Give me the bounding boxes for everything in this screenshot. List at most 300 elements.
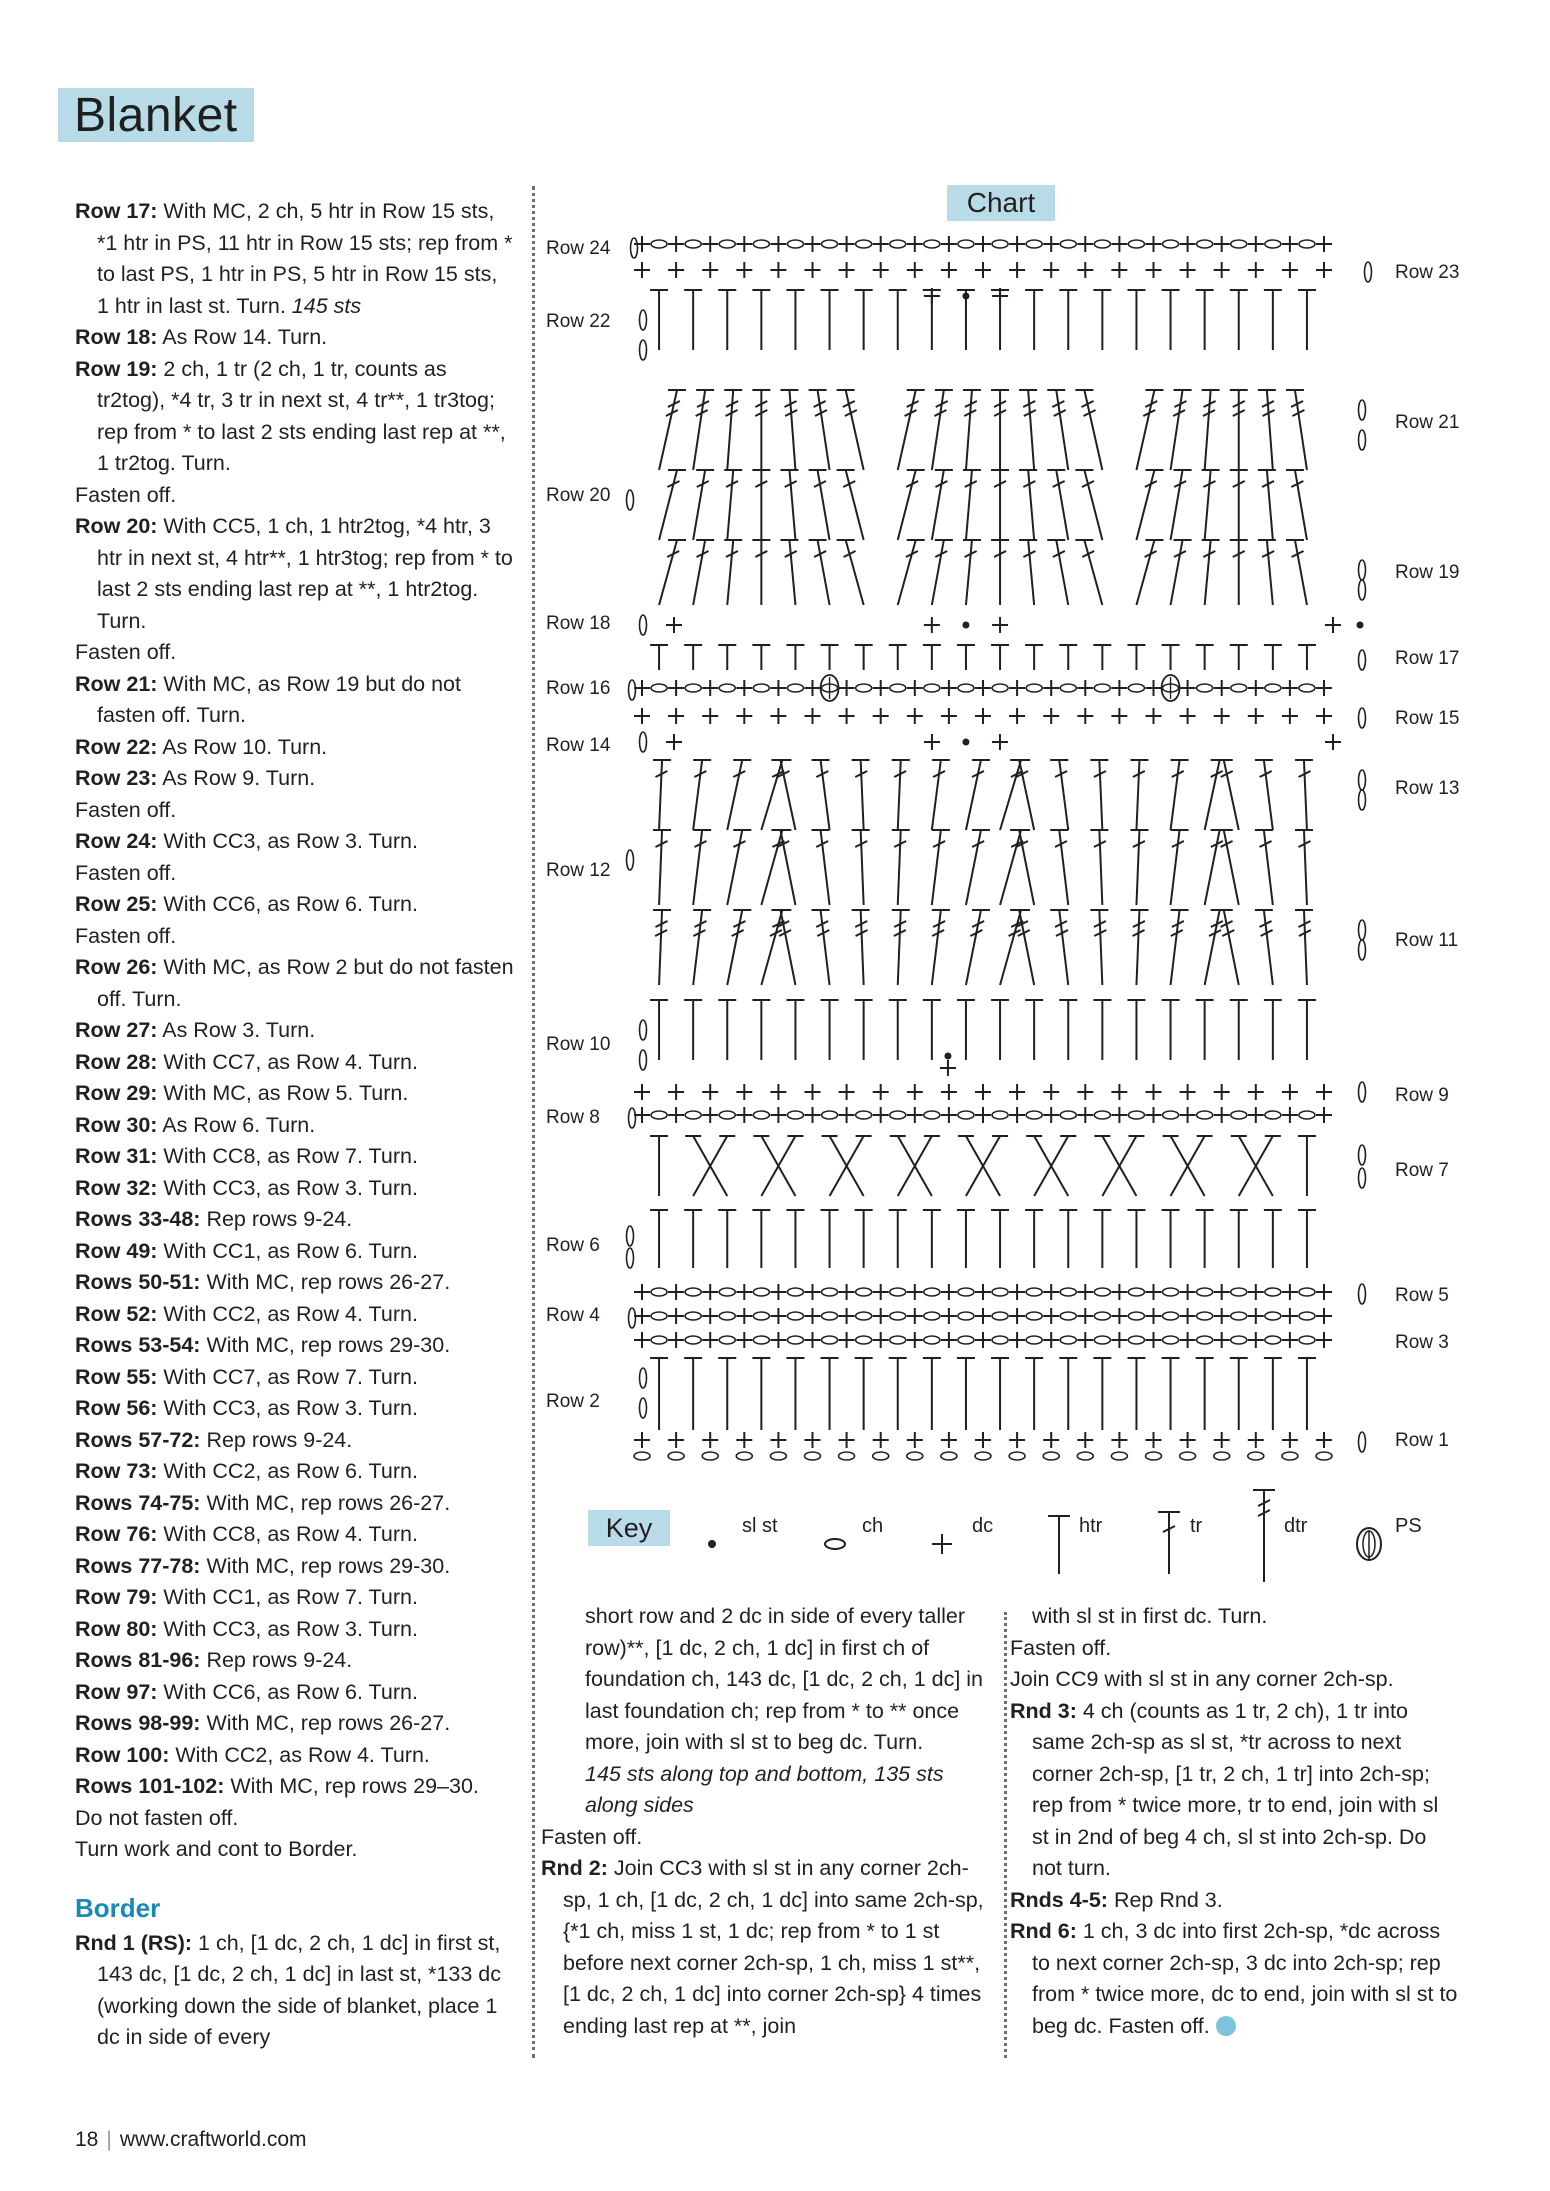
tall-stitch-symbol [1286, 470, 1307, 540]
turning-ch-symbol [627, 1248, 634, 1268]
dc-symbol [634, 1308, 650, 1324]
tall-stitch-symbol [1286, 390, 1307, 470]
tall-stitch-symbol [1298, 290, 1316, 350]
dc-symbol [1248, 1432, 1264, 1448]
ch-symbol [1026, 1312, 1042, 1320]
tall-stitch-symbol [1075, 390, 1102, 470]
ch-symbol [787, 1312, 803, 1320]
dc-symbol [839, 708, 855, 724]
instruction-row: Row 19: 2 ch, 1 tr (2 ch, 1 tr, counts as tr2tog), *4 tr, 3 tr in next st, 4 tr**, 1 tr3tog; rep from * to last 2 sts ending last rep at **, 1 tr2tog. Turn. [75, 356, 506, 475]
tall-stitch-symbol [653, 830, 671, 905]
tall-stitch-symbol [752, 645, 770, 670]
dc-symbol [975, 1308, 991, 1324]
instructions-column-2 [541, 1601, 986, 2042]
dc-symbol [805, 1084, 821, 1100]
tall-stitch-symbol [966, 760, 990, 830]
tall-stitch-symbol [1196, 290, 1214, 350]
tall-stitch-symbol [1127, 1000, 1145, 1060]
dc-symbol [668, 1084, 684, 1100]
cross-stitch-symbol [1163, 1136, 1213, 1196]
dc-symbol [940, 1060, 956, 1076]
dc-symbol [770, 1107, 786, 1123]
dc-symbol [1009, 1308, 1025, 1324]
tall-stitch-symbol [718, 1210, 736, 1268]
dc-symbol [1282, 1107, 1298, 1123]
dc-symbol [975, 262, 991, 278]
ch-symbol [924, 1288, 940, 1296]
tall-stitch-symbol [1230, 390, 1248, 470]
ch-symbol [719, 684, 735, 692]
key-label: Key [588, 1510, 670, 1546]
dc-symbol [805, 1284, 821, 1300]
ch-symbol [668, 1452, 684, 1460]
dc-symbol [668, 262, 684, 278]
slst-symbol [962, 739, 969, 746]
dc-symbol [1077, 262, 1093, 278]
tall-stitch-symbol [727, 760, 751, 830]
ch-symbol [941, 1452, 957, 1460]
tall-stitch-symbol [963, 540, 981, 605]
ch-symbol [890, 240, 906, 248]
ch-symbol [992, 1111, 1008, 1119]
turning-ch-symbol [640, 340, 647, 360]
ch-symbol [753, 1336, 769, 1344]
tall-stitch-symbol [1230, 1358, 1248, 1430]
dc-symbol [1248, 236, 1264, 252]
ch-symbol [702, 1452, 718, 1460]
dtr-icon [1245, 1482, 1285, 1582]
dc-symbol [1111, 708, 1127, 724]
ch-symbol [787, 1288, 803, 1296]
dc-symbol [1009, 1284, 1025, 1300]
dc-symbol [805, 1332, 821, 1348]
tall-stitch-symbol [923, 645, 941, 670]
key-item-label: htr [1079, 1515, 1103, 1537]
instruction-row: Fasten off. [75, 482, 177, 507]
dc-symbol [736, 1332, 752, 1348]
ch-symbol [1197, 1312, 1213, 1320]
tall-stitch-symbol [786, 645, 804, 670]
tall-stitch-symbol [963, 470, 981, 540]
dc-symbol [975, 680, 991, 696]
dc-symbol [1282, 1084, 1298, 1100]
dc-symbol [805, 236, 821, 252]
dc-symbol [941, 1308, 957, 1324]
row-label-left: Row 20 [546, 485, 611, 506]
tall-stitch-symbol [659, 540, 686, 605]
ch-symbol [753, 1111, 769, 1119]
cross-stitch-symbol [1026, 1136, 1076, 1196]
tall-stitch-symbol [650, 1210, 668, 1268]
row-label-right: Row 19 [1395, 562, 1460, 583]
tall-stitch-symbol [693, 540, 714, 605]
dc-symbol [941, 1084, 957, 1100]
dc-symbol [702, 680, 718, 696]
ch-symbol [1026, 1111, 1042, 1119]
dc-symbol [1009, 1332, 1025, 1348]
tall-stitch-symbol [889, 1210, 907, 1268]
tall-stitch-symbol [1025, 1210, 1043, 1268]
dc-symbol [1009, 708, 1025, 724]
dc-symbol [1180, 1332, 1196, 1348]
tall-stitch-symbol [932, 540, 953, 605]
tall-stitch-symbol [855, 1000, 873, 1060]
ch-symbol [1094, 1111, 1110, 1119]
dc-symbol [668, 1107, 684, 1123]
tall-stitch-symbol [923, 1000, 941, 1060]
instruction-row: Row 73: With CC2, as Row 6. Turn. [75, 1459, 418, 1483]
row-label-left: Row 2 [546, 1391, 600, 1412]
dc-symbol [873, 1332, 889, 1348]
turning-ch-symbol [631, 238, 638, 258]
instruction-row: Row 18: As Row 14. Turn. [75, 325, 328, 349]
ch-symbol [1231, 1111, 1247, 1119]
tall-stitch-symbol [650, 1136, 668, 1196]
dc-symbol [1316, 708, 1332, 724]
dc-symbol [1146, 1308, 1162, 1324]
tall-stitch-symbol [932, 470, 953, 540]
dc-symbol [839, 1432, 855, 1448]
dc-symbol [1316, 680, 1332, 696]
page-title: Blanket [58, 88, 254, 142]
ch-symbol [907, 1452, 923, 1460]
key-item-label: ch [862, 1515, 884, 1537]
dc-symbol [941, 1332, 957, 1348]
tall-stitch-symbol [1047, 540, 1068, 605]
ch-symbol [992, 1312, 1008, 1320]
ch-symbol [1128, 1312, 1144, 1320]
row-label-left: Row 22 [546, 311, 611, 332]
tall-stitch-symbol [727, 830, 751, 905]
ch-symbol [1299, 240, 1315, 248]
ch-symbol [753, 684, 769, 692]
dc-symbol [1043, 1332, 1059, 1348]
tall-stitch-symbol [1075, 540, 1102, 605]
ch-symbol [1026, 1336, 1042, 1344]
dc-symbol [702, 1084, 718, 1100]
turning-ch-symbol [1359, 770, 1366, 790]
dc-symbol [1077, 1432, 1093, 1448]
tall-stitch-symbol [1230, 290, 1248, 350]
ch-symbol [1299, 1336, 1315, 1344]
cross-stitch-symbol [753, 1136, 803, 1196]
tall-stitch-symbol [684, 290, 702, 350]
dc-symbol [770, 1308, 786, 1324]
dc-symbol [668, 1432, 684, 1448]
instruction-row: Turn work and cont to Border. [75, 1837, 358, 1861]
cross-stitch-symbol [958, 1136, 1008, 1196]
ch-symbol [634, 1452, 650, 1460]
dc-symbol [975, 1284, 991, 1300]
dc-symbol [805, 708, 821, 724]
dc-symbol [634, 1432, 650, 1448]
instruction-row: Row 80: With CC3, as Row 3. Turn. [75, 1616, 418, 1641]
dc-symbol [975, 1432, 991, 1448]
dc-symbol [702, 236, 718, 252]
dc-symbol [634, 1107, 650, 1123]
dc-symbol [1146, 1107, 1162, 1123]
ch-symbol [685, 240, 701, 248]
instruction-row: Do not fasten off. [75, 1805, 239, 1830]
row-label-right: Row 5 [1395, 1285, 1449, 1306]
dc-symbol [1077, 708, 1093, 724]
dc-symbol [1009, 236, 1025, 252]
ch-symbol [1077, 1452, 1093, 1460]
dc-symbol [1248, 708, 1264, 724]
ch-symbol [805, 1452, 821, 1460]
instruction-row: Rows 50-51: With MC, rep rows 26-27. [75, 1270, 451, 1294]
dc-symbol [1248, 1332, 1264, 1348]
ch-symbol [1043, 1452, 1059, 1460]
dc-symbol [941, 708, 957, 724]
dc-symbol [1043, 1107, 1059, 1123]
tall-stitch-symbol [659, 390, 686, 470]
ch-symbol [1163, 240, 1179, 248]
dc-symbol [873, 1432, 889, 1448]
dc-symbol [1248, 262, 1264, 278]
tall-stitch-symbol [1127, 290, 1145, 350]
ch-symbol [736, 1452, 752, 1460]
dc-symbol [1146, 680, 1162, 696]
dc-symbol [668, 1332, 684, 1348]
row-label-right: Row 15 [1395, 708, 1460, 729]
tall-stitch-symbol [752, 1210, 770, 1268]
dc-symbol [805, 1107, 821, 1123]
instruction-row: Fasten off. [75, 923, 177, 948]
tall-stitch-symbol [752, 540, 770, 605]
instruction-row: Row 31: With CC8, as Row 7. Turn. [75, 1144, 418, 1168]
dc-symbol [873, 1308, 889, 1324]
tall-stitch-symbol [837, 470, 864, 540]
dc-symbol [941, 1284, 957, 1300]
tall-stitch-symbol [724, 540, 742, 605]
row-label-right: Row 13 [1395, 778, 1460, 799]
tall-stitch-symbol [932, 390, 953, 470]
ch-symbol [1282, 1452, 1298, 1460]
dc-symbol [1043, 1084, 1059, 1100]
dc-symbol [1214, 680, 1230, 696]
tall-stitch-symbol [1162, 1358, 1180, 1430]
tall-stitch-symbol [1093, 290, 1111, 350]
ch-symbol [787, 1336, 803, 1344]
column-divider-2 [1004, 1612, 1007, 2058]
tall-stitch-symbol [991, 390, 1009, 470]
tall-stitch-symbol [786, 1210, 804, 1268]
ch-symbol [753, 1312, 769, 1320]
dc-symbol [1111, 1432, 1127, 1448]
dc-symbol [1043, 680, 1059, 696]
cross-stitch-symbol [822, 1136, 872, 1196]
border-rnd1: Rnd 1 (RS): 1 ch, [1 dc, 2 ch, 1 dc] in first st, 143 dc, [1 dc, 2 ch, 1 dc] in last st, *133 dc (working down the side of blanket, place 1 dc in side of every [75, 1930, 501, 2049]
tall-stitch-symbol [821, 1210, 839, 1268]
tall-stitch-symbol [650, 1000, 668, 1060]
dc-symbol [907, 1107, 923, 1123]
tall-stitch-symbol [1047, 390, 1068, 470]
turning-ch-symbol [640, 615, 647, 635]
dc-symbol [1325, 617, 1341, 633]
dc-symbol [1180, 680, 1196, 696]
dc-symbol [1214, 1107, 1230, 1123]
tall-stitch-symbol [1298, 1210, 1316, 1268]
ch-symbol [958, 1312, 974, 1320]
ch-symbol [1299, 1288, 1315, 1296]
ch-symbol [856, 1336, 872, 1344]
ch-symbol [1197, 240, 1213, 248]
tall-stitch-symbol [1202, 390, 1220, 470]
tall-stitch-symbol [771, 910, 795, 985]
row-label-left: Row 12 [546, 860, 611, 881]
tall-stitch-symbol [693, 910, 711, 985]
tall-stitch-symbol [1136, 470, 1163, 540]
tall-stitch-symbol [1171, 760, 1189, 830]
dc-symbol [1214, 1284, 1230, 1300]
dc-symbol [1282, 1308, 1298, 1324]
ch-symbol [992, 1336, 1008, 1344]
tall-stitch-symbol [1162, 1210, 1180, 1268]
tall-stitch-symbol [1171, 910, 1189, 985]
dc-symbol [907, 236, 923, 252]
tall-stitch-symbol [1264, 1000, 1282, 1060]
tall-stitch-symbol [724, 470, 742, 540]
instruction-row: Row 32: With CC3, as Row 3. Turn. [75, 1175, 418, 1200]
dc-symbol [770, 1332, 786, 1348]
tall-stitch-symbol [653, 910, 671, 985]
dc-symbol [1180, 1308, 1196, 1324]
ch-symbol [719, 1288, 735, 1296]
tall-stitch-symbol [684, 1358, 702, 1430]
tall-stitch-symbol [898, 470, 925, 540]
join-text: Join CC9 with sl st in any corner 2ch-sp. [1010, 1667, 1394, 1691]
tall-stitch-symbol [1264, 290, 1282, 350]
tall-stitch-symbol [1196, 1358, 1214, 1430]
tall-stitch-symbol [1000, 760, 1030, 830]
ch-symbol [924, 240, 940, 248]
tall-stitch-symbol [923, 1210, 941, 1268]
tall-stitch-symbol [932, 830, 950, 905]
dc-symbol [941, 262, 957, 278]
ch-symbol [890, 1111, 906, 1119]
instruction-row: Fasten off. [75, 797, 177, 822]
dc-symbol [873, 262, 889, 278]
dc-symbol [736, 262, 752, 278]
row-label-right: Row 23 [1395, 262, 1460, 283]
ch-symbol [1128, 1336, 1144, 1344]
tall-stitch-symbol [1264, 645, 1282, 670]
turning-ch-symbol [627, 1226, 634, 1246]
ch-symbol [1026, 240, 1042, 248]
tall-stitch-symbol [1298, 1358, 1316, 1430]
tall-stitch-symbol [889, 1000, 907, 1060]
instruction-row: Row 24: With CC3, as Row 3. Turn. [75, 829, 418, 853]
ch-symbol [839, 1452, 855, 1460]
dc-symbol [873, 1084, 889, 1100]
row-label-left: Row 8 [546, 1107, 600, 1128]
tall-stitch-symbol [1202, 470, 1220, 540]
turning-ch-symbol [640, 310, 647, 330]
ch-symbol [770, 1452, 786, 1460]
dc-symbol [1009, 1084, 1025, 1100]
ch-symbol [1163, 1312, 1179, 1320]
ch-symbol [1094, 1288, 1110, 1296]
tall-stitch-symbol [1010, 760, 1034, 830]
tall-stitch-symbol [752, 1358, 770, 1430]
dc-symbol [1282, 1432, 1298, 1448]
instruction-row: Row 97: With CC6, as Row 6. Turn. [75, 1679, 418, 1704]
dc-symbol [941, 1432, 957, 1448]
dc-symbol [1111, 680, 1127, 696]
ch-symbol [651, 1336, 667, 1344]
ch-symbol [890, 1336, 906, 1344]
ch-symbol [924, 684, 940, 692]
dc-symbol [1282, 680, 1298, 696]
dc-symbol [1009, 680, 1025, 696]
tall-stitch-symbol [727, 910, 751, 985]
dc-symbol [1316, 1284, 1332, 1300]
turning-ch-symbol [629, 1108, 636, 1128]
row-label-left: Row 4 [546, 1305, 600, 1326]
tall-stitch-symbol [1059, 1358, 1077, 1430]
dc-symbol [736, 1084, 752, 1100]
dc-symbol [873, 708, 889, 724]
tall-stitch-symbol [1255, 760, 1273, 830]
dc-symbol [805, 1308, 821, 1324]
ch-symbol [787, 684, 803, 692]
ch-symbol [1265, 1111, 1281, 1119]
instruction-row: Row 29: With MC, as Row 5. Turn. [75, 1081, 409, 1105]
ch-symbol [1265, 1312, 1281, 1320]
row-label-left: Row 10 [546, 1034, 611, 1055]
ch-symbol [890, 1312, 906, 1320]
dc-symbol [1316, 236, 1332, 252]
ch-symbol [1231, 684, 1247, 692]
dc-symbol [1146, 1084, 1162, 1100]
tall-stitch-symbol [892, 760, 910, 830]
dc-symbol [1077, 1107, 1093, 1123]
instructions-column-3 [1010, 1601, 1460, 2042]
ch-symbol [1146, 1452, 1162, 1460]
cross-stitch-symbol [685, 1136, 735, 1196]
turning-ch-symbol [629, 680, 636, 700]
dc-symbol [702, 1284, 718, 1300]
tall-stitch-symbol [1264, 1358, 1282, 1430]
tall-stitch-symbol [957, 645, 975, 670]
tall-stitch-symbol [786, 290, 804, 350]
ch-symbol [924, 1336, 940, 1344]
row-label-left: Row 18 [546, 613, 611, 634]
ch-symbol [1128, 1288, 1144, 1296]
turning-ch-symbol [1359, 1284, 1366, 1304]
dc-symbol [1316, 1308, 1332, 1324]
tall-stitch-symbol [892, 830, 910, 905]
dc-symbol [1248, 1284, 1264, 1300]
dc-symbol [907, 1332, 923, 1348]
turning-ch-symbol [1359, 560, 1366, 580]
dc-symbol [770, 1284, 786, 1300]
ch-symbol [1060, 1288, 1076, 1296]
dc-symbol [1214, 1332, 1230, 1348]
instruction-row: Rows 101-102: With MC, rep rows 29–30. [75, 1774, 479, 1798]
dc-symbol [839, 1308, 855, 1324]
ch-symbol [873, 1452, 889, 1460]
tall-stitch-symbol [932, 910, 950, 985]
tall-stitch-symbol [889, 290, 907, 350]
tall-stitch-symbol [957, 1358, 975, 1430]
ch-symbol [856, 1288, 872, 1296]
ch-symbol [1265, 240, 1281, 248]
dc-symbol [736, 1432, 752, 1448]
dc-symbol [941, 680, 957, 696]
dc-symbol [634, 708, 650, 724]
